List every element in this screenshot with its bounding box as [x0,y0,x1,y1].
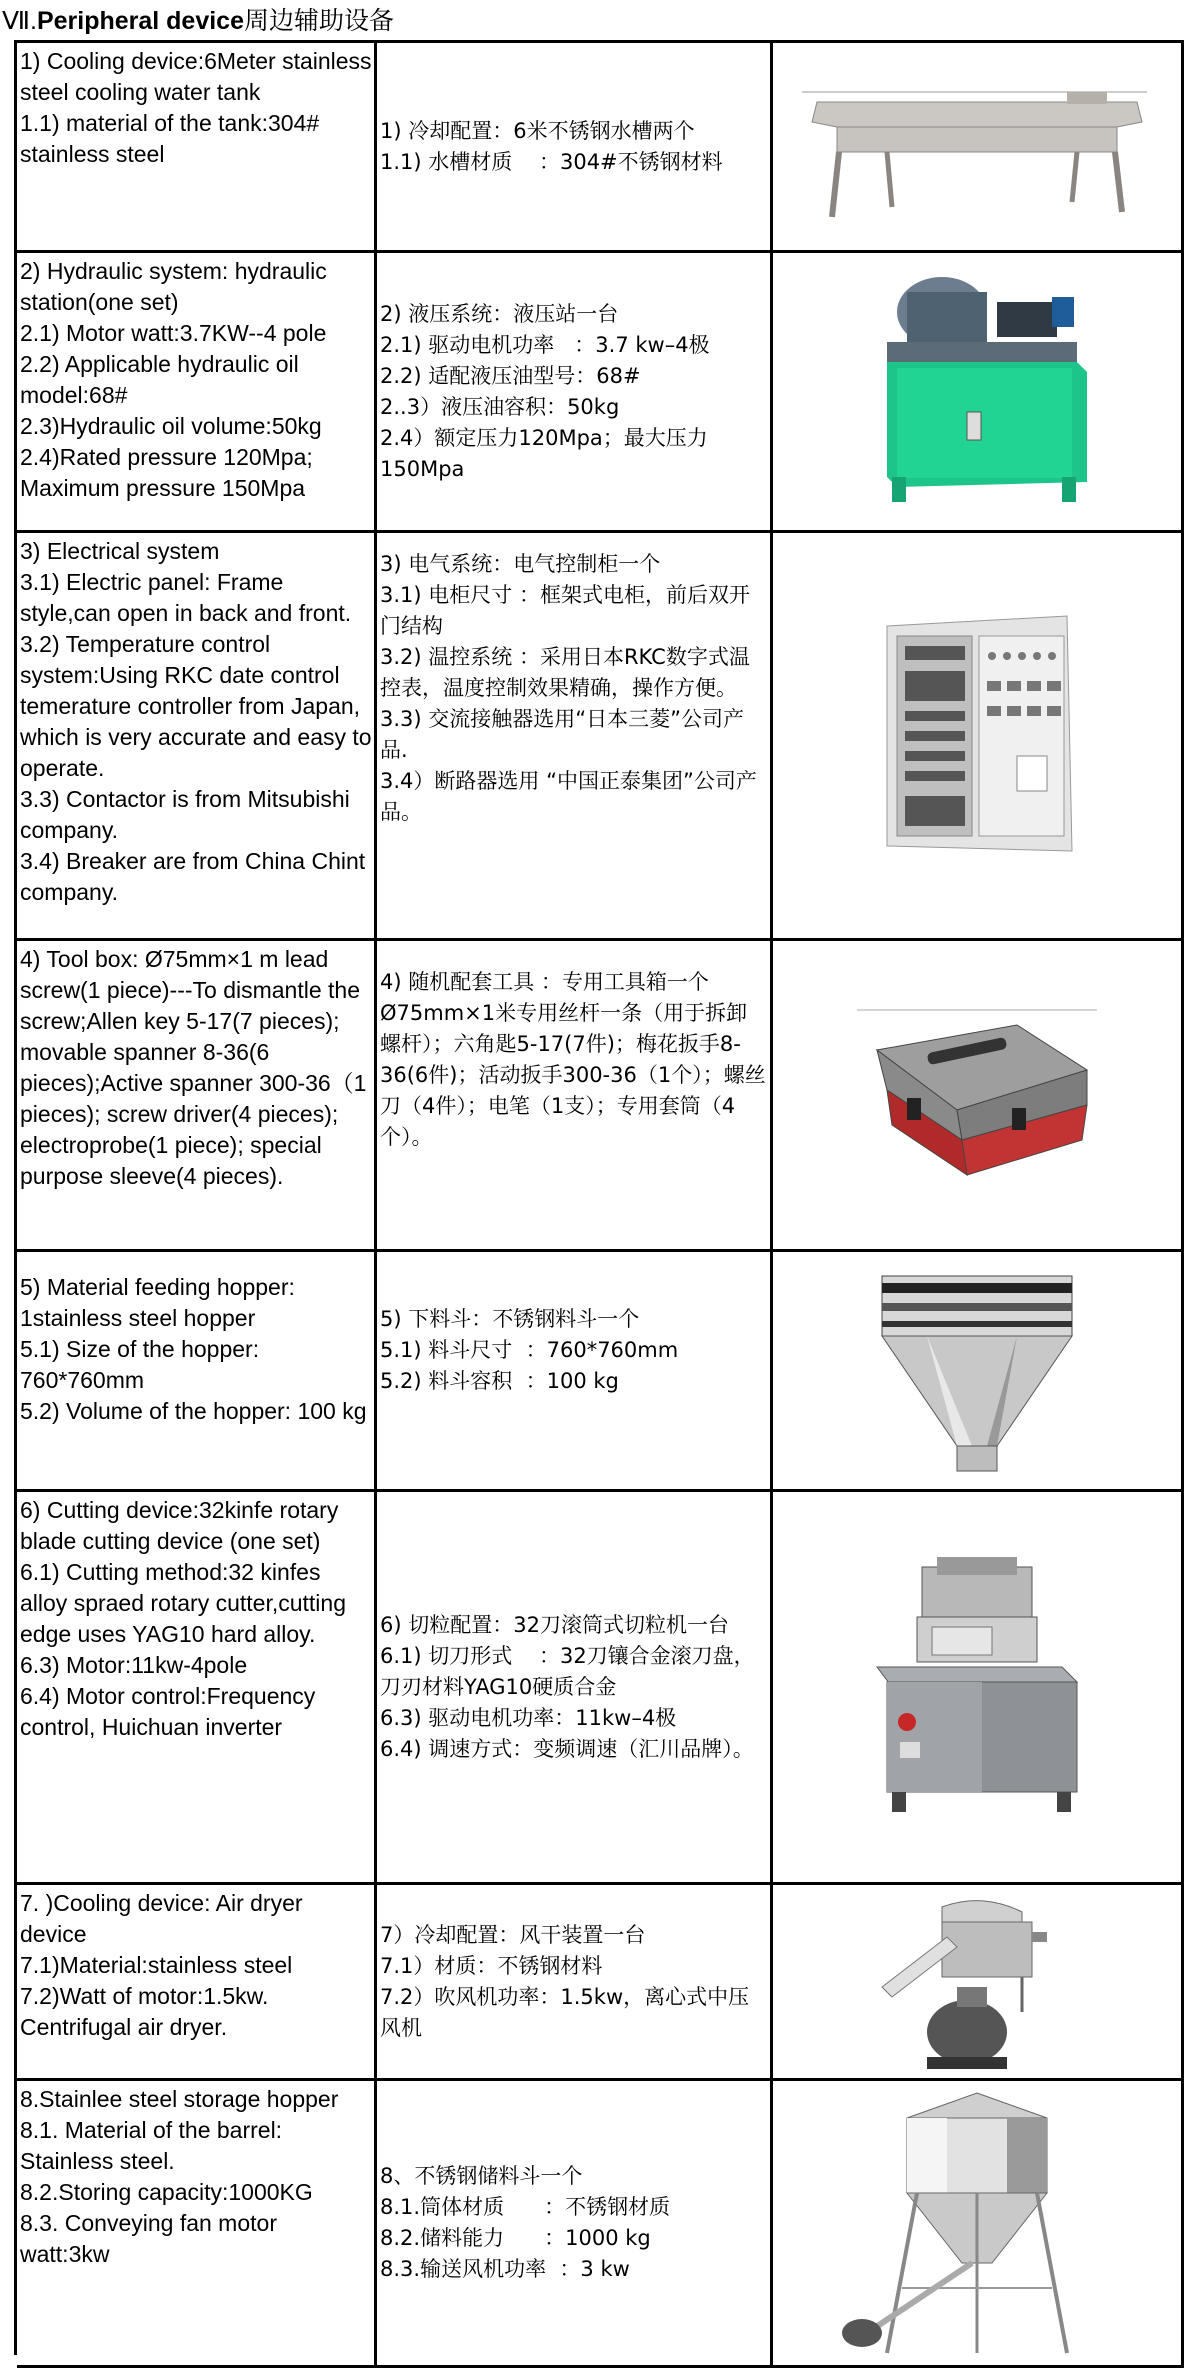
section-heading [2,6,394,36]
english-description: 5) Material feeding hopper: 1stainless steel hopper 5.1) Size of the hopper: 760*760mm 5.2) Volume of the hopper: 100 kg [17,1252,377,1489]
electrical-cabinet-image [773,533,1184,938]
section-title-zh: 周边辅助设备 [244,7,395,35]
water-tank-image [773,43,1184,250]
chinese-description: 6) 切粒配置：32刀滚筒式切粒机一台 6.1) 切刀形式 ：32刀镶合金滚刀盘，刀刃材料YAG10硬质合金 6.3) 驱动电机功率：11kw–4极 6.4) 调速方式：变频调速（汇川品牌）。 [377,1492,773,1882]
english-description: 4) Tool box: Ø75mm×1 m lead screw(1 piece)---To dismantle the screw;Allen key 5-17(7 pieces); movable spanner 8-36(6 pieces);Active spanner 300-36（1 pieces); screw driver(4 pieces); electroprobe(1 piece); special purpose sleeve(4 pieces). [17,941,377,1249]
feeding-hopper-image [773,1252,1184,1489]
section-title-en: Peripheral device [36,7,244,35]
english-description: 8.Stainlee steel storage hopper 8.1. Material of the barrel: Stainless steel. 8.2.Storing capacity:1000KG 8.3. Conveying fan motor watt:3kw [17,2081,377,2365]
table-row [17,533,1184,941]
tool-box-image [773,941,1184,1249]
cutting-machine-image [773,1492,1184,1882]
equipment-table [14,40,1184,2355]
storage-silo-image [773,2081,1184,2365]
table-row [17,1492,1184,1885]
chinese-description: 8、不锈钢储料斗一个 8.1.筒体材质 ：不锈钢材质 8.2.储料能力 ：1000 kg 8.3.输送风机功率 ：3 kw [377,2081,773,2365]
chinese-description: 5) 下料斗：不锈钢料斗一个 5.1) 料斗尺寸 ：760*760mm 5.2) 料斗容积 ：100 kg [377,1252,773,1489]
table-row [17,941,1184,1252]
chinese-description: 1) 冷却配置：6米不锈钢水槽两个 1.1) 水槽材质 ：304#不锈钢材料 [377,43,773,250]
english-description: 7. )Cooling device: Air dryer device 7.1)Material:stainless steel 7.2)Watt of motor:1.5kw. Centrifugal air dryer. [17,1885,377,2078]
hydraulic-station-image [773,253,1184,530]
chinese-description: 3) 电气系统：电气控制柜一个 3.1) 电柜尺寸 ：框架式电柜，前后双开门结构 3.2) 温控系统 ：采用日本RKC数字式温控表，温度控制效果精确，操作方便。 3.3) 交流接触器选用“日本三菱”公司产品. 3.4）断路器选用 “中国正泰集团”公司产品。 [377,533,773,938]
english-description: 6) Cutting device:32kinfe rotary blade cutting device (one set) 6.1) Cutting method:32 kinfes alloy spraed rotary cutter,cutting edge uses YAG10 hard alloy. 6.3) Motor:11kw-4pole 6.4) Motor control:Frequency control, Huichuan inverter [17,1492,377,1882]
english-description: 1) Cooling device:6Meter stainless steel cooling water tank 1.1) material of the tank:304# stainless steel [17,43,377,250]
section-number: Ⅶ. [2,7,37,35]
english-description: 2) Hydraulic system: hydraulic station(one set) 2.1) Motor watt:3.7KW--4 pole 2.2) Applicable hydraulic oil model:68# 2.3)Hydraulic oil volume:50kg 2.4)Rated pressure 120Mpa; Maximum pressure 150Mpa [17,253,377,530]
english-description: 3) Electrical system 3.1) Electric panel: Frame style,can open in back and front. 3.2) Temperature control system:Using RKC date control temerature controller from Japan, which is very accurate and easy to operate. 3.3) Contactor is from Mitsubishi company. 3.4) Breaker are from China Chint company. [17,533,377,938]
chinese-description: 7）冷却配置：风干装置一台 7.1）材质：不锈钢材料 7.2）吹风机功率：1.5kw，离心式中压风机 [377,1885,773,2078]
table-row [17,1885,1184,2081]
table-row [17,2081,1184,2368]
chinese-description: 4) 随机配套工具 ：专用工具箱一个 Ø75mm×1米专用丝杆一条（用于拆卸螺杆）；六角匙5-17(7件)；梅花扳手8-36(6件)；活动扳手300-36（1个）；螺丝刀（4件）；电笔（1支）；专用套筒（4个）。 [377,941,773,1249]
chinese-description: 2) 液压系统：液压站一台 2.1) 驱动电机功率 ：3.7 kw–4极 2.2) 适配液压油型号：68# 2..3）液压油容积：50kg 2.4）额定压力120Mpa；最大压力150Mpa [377,253,773,530]
table-row [17,1252,1184,1492]
table-row [17,253,1184,533]
air-dryer-image [773,1885,1184,2078]
table-row [17,43,1184,253]
